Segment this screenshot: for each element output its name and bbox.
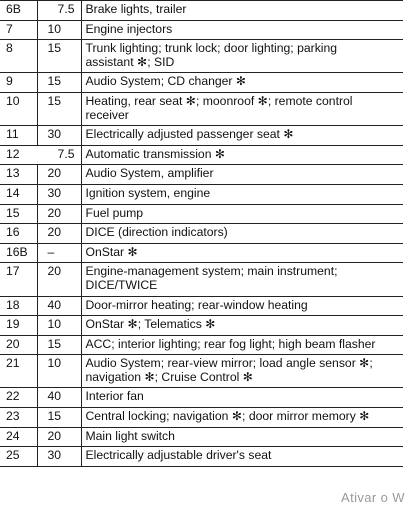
fuse-description xyxy=(81,20,403,40)
description-line: Trunk lighting; trunk lock; door lighting; parking xyxy=(85,41,338,56)
table-row xyxy=(0,40,403,73)
fuse-number: 23 xyxy=(0,408,37,428)
fuse-number: 21 xyxy=(0,355,37,388)
fuse-number: 22 xyxy=(0,388,37,408)
fuse-amperage: 30 xyxy=(37,126,81,146)
fuse-number: 25 xyxy=(0,447,37,467)
fuse-number: 19 xyxy=(0,316,37,336)
description-line: Electrically adjusted passenger seat ✻ xyxy=(85,127,294,142)
table-row xyxy=(0,204,403,224)
fuse-amperage: 7.5 xyxy=(37,145,81,165)
description-line: Audio System, amplifier xyxy=(85,166,214,181)
fuse-amperage: 15 xyxy=(37,73,81,93)
description-line: Automatic transmission ✻ xyxy=(85,146,226,161)
fuse-description xyxy=(81,243,403,263)
description-line: Audio System; rear-view mirror; load angle sensor ✻; xyxy=(85,356,373,371)
table-row xyxy=(0,447,403,467)
fuse-description xyxy=(81,263,403,296)
fuse-number: 11 xyxy=(0,126,37,146)
fuse-number: 20 xyxy=(0,335,37,355)
fuse-description xyxy=(81,145,403,165)
description-line: DICE/TWICE xyxy=(85,277,158,292)
description-line: Main light switch xyxy=(85,428,175,443)
table-row xyxy=(0,296,403,316)
description-line: DICE (direction indicators) xyxy=(85,225,228,240)
table-row xyxy=(0,165,403,185)
description-line: Engine injectors xyxy=(85,21,173,36)
description-line: Heating, rear seat ✻; moonroof ✻; remote control xyxy=(85,93,353,108)
fuse-amperage: – xyxy=(37,243,81,263)
fuse-amperage: 20 xyxy=(37,165,81,185)
fuse-description xyxy=(81,126,403,146)
fuse-amperage: 15 xyxy=(37,92,81,125)
table-row xyxy=(0,92,403,125)
description-line: Electrically adjustable driver's seat xyxy=(85,448,272,463)
fuse-amperage: 40 xyxy=(37,388,81,408)
fuse-amperage: 10 xyxy=(37,316,81,336)
table-row xyxy=(0,388,403,408)
fuse-description xyxy=(81,73,403,93)
description-line: Fuel pump xyxy=(85,205,144,220)
fuse-description xyxy=(81,204,403,224)
fuse-amperage: 20 xyxy=(37,427,81,447)
table-row xyxy=(0,355,403,388)
table-row xyxy=(0,243,403,263)
table-row xyxy=(0,335,403,355)
description-line: Audio System; CD changer ✻ xyxy=(85,74,247,89)
fuse-description xyxy=(81,388,403,408)
fuse-number: 18 xyxy=(0,296,37,316)
table-row xyxy=(0,145,403,165)
fuse-amperage: 10 xyxy=(37,20,81,40)
fuse-description xyxy=(81,165,403,185)
fuse-amperage: 40 xyxy=(37,296,81,316)
description-line: Brake lights, trailer xyxy=(85,2,187,16)
description-line: Ignition system, engine xyxy=(85,185,211,200)
fuse-amperage: 30 xyxy=(37,184,81,204)
fuse-description xyxy=(81,408,403,428)
table-row xyxy=(0,73,403,93)
table-row xyxy=(0,20,403,40)
table-row xyxy=(0,316,403,336)
fuse-amperage: 20 xyxy=(37,204,81,224)
fuse-description xyxy=(81,40,403,73)
description-line: Central locking; navigation ✻; door mirror memory ✻ xyxy=(85,409,370,424)
fuse-amperage: 7.5 xyxy=(37,1,81,21)
description-line: assistant ✻; SID xyxy=(85,54,175,69)
description-line: OnStar ✻; Telematics ✻ xyxy=(85,317,216,332)
table-row xyxy=(0,224,403,244)
fuse-amperage: 15 xyxy=(37,40,81,73)
fuse-description xyxy=(81,92,403,125)
fuse-number: 10 xyxy=(0,92,37,125)
description-line: Interior fan xyxy=(85,389,144,404)
fuse-number: 12 xyxy=(0,145,37,165)
description-line: receiver xyxy=(85,107,129,122)
table-row xyxy=(0,427,403,447)
fuse-number: 6B xyxy=(0,1,37,21)
fuse-description xyxy=(81,355,403,388)
table-row xyxy=(0,408,403,428)
fuse-number: 9 xyxy=(0,73,37,93)
fuse-amperage: 15 xyxy=(37,335,81,355)
fuse-number: 16B xyxy=(0,243,37,263)
table-row xyxy=(0,263,403,296)
fuse-amperage: 10 xyxy=(37,355,81,388)
description-line: Door-mirror heating; rear-window heating xyxy=(85,297,308,312)
fuse-number: 7 xyxy=(0,20,37,40)
fuse-number: 24 xyxy=(0,427,37,447)
fuse-description xyxy=(81,1,403,21)
fuse-number: 17 xyxy=(0,263,37,296)
fuse-description xyxy=(81,184,403,204)
fuse-description xyxy=(81,316,403,336)
fuse-description xyxy=(81,224,403,244)
fuse-description xyxy=(81,447,403,467)
table-row xyxy=(0,1,403,21)
fuse-number: 14 xyxy=(0,184,37,204)
description-line: OnStar ✻ xyxy=(85,244,138,259)
table-row xyxy=(0,126,403,146)
fuse-description xyxy=(81,427,403,447)
activation-watermark: Ativar o W xyxy=(341,490,405,505)
fuse-amperage: 20 xyxy=(37,224,81,244)
description-line: ACC; interior lighting; rear fog light; high beam flasher xyxy=(85,336,376,351)
fuse-number: 8 xyxy=(0,40,37,73)
fuse-amperage: 30 xyxy=(37,447,81,467)
fuse-description xyxy=(81,296,403,316)
fuse-number: 16 xyxy=(0,224,37,244)
fuse-number: 15 xyxy=(0,204,37,224)
description-line: navigation ✻; Cruise Control ✻ xyxy=(85,369,253,384)
fuse-amperage: 20 xyxy=(37,263,81,296)
description-line: Engine-management system; main instrument; xyxy=(85,264,338,279)
fuse-description xyxy=(81,335,403,355)
fuse-amperage: 15 xyxy=(37,408,81,428)
fuse-number: 13 xyxy=(0,165,37,185)
table-row xyxy=(0,184,403,204)
